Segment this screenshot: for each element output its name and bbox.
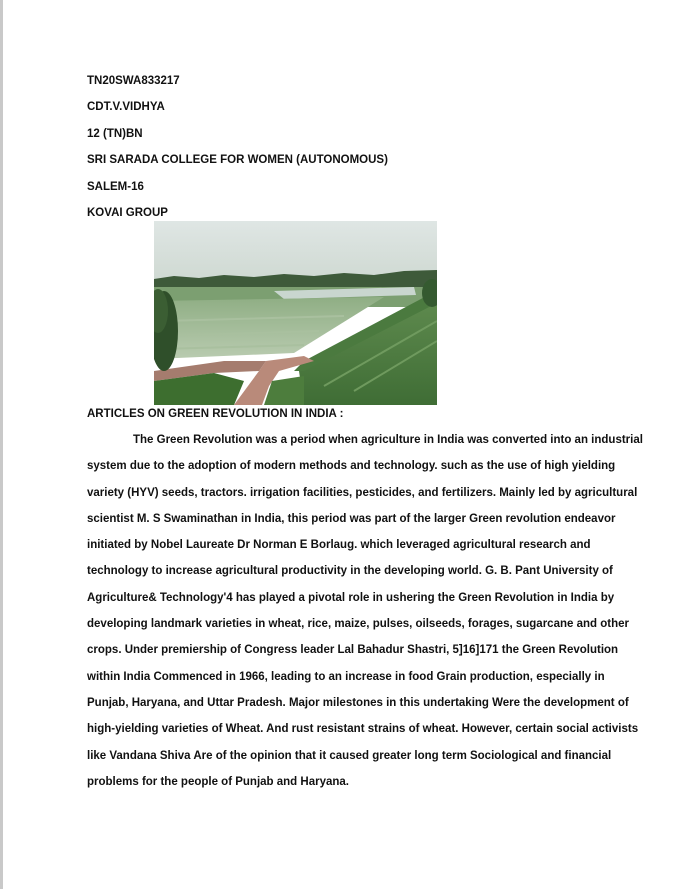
article-body <box>87 433 647 801</box>
paragraph-line: high-yielding varieties of Wheat. And rust resistant strains of wheat. However, certain social activists <box>87 723 639 736</box>
paragraph-line: Agriculture& Technology'4 has played a pivotal role in ushering the Green Revolution in India by <box>87 591 615 604</box>
paragraph-line: Punjab, Haryana, and Uttar Pradesh. Major milestones in this undertaking Were the development of <box>87 696 629 709</box>
cadet-name: CDT.V.VIDHYA <box>87 101 165 114</box>
paragraph-line: developing landmark varieties in wheat, rice, maize, pulses, oilseeds, forages, sugarcane and other <box>87 618 629 631</box>
paragraph-line: scientist M. S Swaminathan in India, this period was part of the larger Green revolution endeavor <box>87 512 616 525</box>
paragraph-line: within India Commenced in 1966, leading to an increase in food Grain production, especially in <box>87 670 605 683</box>
paragraph-line: technology to increase agricultural productivity in the developing world. G. B. Pant University of <box>87 565 613 578</box>
paragraph-line: problems for the people of Punjab and Haryana. <box>87 775 349 788</box>
paragraph-line: like Vandana Shiva Are of the opinion that it caused greater long term Sociological and financial <box>87 749 612 762</box>
group-name: KOVAI GROUP <box>87 206 168 219</box>
header-block <box>87 74 388 232</box>
paragraph-line: variety (HYV) seeds, tractors. irrigation facilities, pesticides, and fertilizers. Mainly led by agricultural <box>87 486 638 499</box>
green-rice-field-photo <box>154 221 437 405</box>
paragraph-line: initiated by Nobel Laureate Dr Norman E Borlaug. which leveraged agricultural research and <box>87 539 591 552</box>
battalion: 12 (TN)BN <box>87 127 143 140</box>
page-edge <box>0 0 3 889</box>
paragraph-line: system due to the adoption of modern methods and technology. such as the use of high yielding <box>87 460 616 473</box>
registration-number: TN20SWA833217 <box>87 75 180 87</box>
article-heading: ARTICLES ON GREEN REVOLUTION IN INDIA : <box>87 408 344 420</box>
college-name: SRI SARADA COLLEGE FOR WOMEN (AUTONOMOUS) <box>87 154 388 167</box>
paragraph-line: The Green Revolution was a period when agriculture in India was converted into an industrial <box>133 434 643 446</box>
paragraph-line: crops. Under premiership of Congress leader Lal Bahadur Shastri, 5]16]171 the Green Revolution <box>87 644 619 657</box>
city: SALEM-16 <box>87 180 144 193</box>
